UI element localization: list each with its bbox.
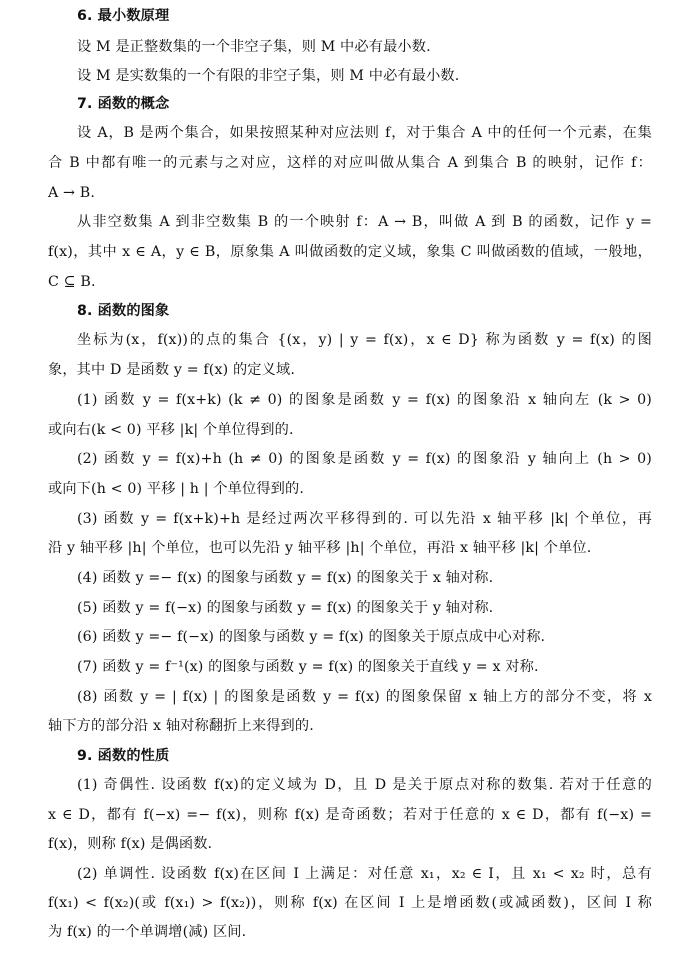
text-line: (2) 单调性. 设函数 f(x)在区间 I 上满足：对任意 x₁，x₂ ∈ I，且 x₁ < x₂ 时，总有 xyxy=(77,866,652,882)
text-line: 合 B 中都有唯一的元素与之对应，这样的对应叫做从集合 A 到集合 B 的映射，记作 f： xyxy=(48,155,652,171)
text-line: 设 M 是实数集的一个有限的非空子集，则 M 中必有最小数. xyxy=(77,68,460,84)
text-line: A → B. xyxy=(48,185,95,201)
text-line: 轴下方的部分沿 x 轴对称翻折上来得到的. xyxy=(48,718,314,734)
text-line: (1) 奇偶性. 设函数 f(x)的定义域为 D，且 D 是关于原点对称的数集. 若对于任意的 xyxy=(77,777,652,793)
text-line: C ⊆ B. xyxy=(48,274,96,290)
text-line: (2) 函数 y = f(x)+h (h ≠ 0) 的图象是函数 y = f(x) 的图象沿 y 轴向上 (h > 0) xyxy=(77,451,652,467)
text-line: 坐标为(x，f(x))的点的集合 {(x，y) | y = f(x)，x ∈ D} 称为函数 y = f(x) 的图 xyxy=(77,332,652,348)
text-line: 或向下(h < 0) 平移 | h | 个单位得到的. xyxy=(48,481,305,497)
text-line: 设 A，B 是两个集合，如果按照某种对应法则 f，对于集合 A 中的任何一个元素，在集 xyxy=(77,125,652,141)
text-line: (7) 函数 y = f⁻¹(x) 的图象与函数 y = f(x) 的图象关于直线 y = x 对称. xyxy=(77,659,539,675)
text-line: f(x₁) < f(x₂)(或 f(x₁) > f(x₂))，则称 f(x) 在区间 I 上是增函数(或减函数)，区间 I 称 xyxy=(48,895,652,911)
text-line: 从非空数集 A 到非空数集 B 的一个映射 f：A → B，叫做 A 到 B 的函数，记作 y = xyxy=(77,214,652,230)
text-line: (5) 函数 y = f(−x) 的图象与函数 y = f(x) 的图象关于 y 轴对称. xyxy=(77,600,494,616)
text-line: (4) 函数 y =− f(x) 的图象与函数 y = f(x) 的图象关于 x 轴对称. xyxy=(77,570,494,586)
text-line: (1) 函数 y = f(x+k) (k ≠ 0) 的图象是函数 y = f(x) 的图象沿 x 轴向左 (k > 0) xyxy=(77,392,652,408)
text-line: f(x)，则称 f(x) 是偶函数. xyxy=(48,836,213,852)
text-line: (6) 函数 y =− f(−x) 的图象与函数 y = f(x) 的图象关于原点成中心对称. xyxy=(77,629,546,645)
text-line: f(x)，其中 x ∈ A，y ∈ B，原象集 A 叫做函数的定义域，象集 C 叫做函数的值域，一般地， xyxy=(48,244,652,260)
text-line: x ∈ D，都有 f(−x) =− f(x)，则称 f(x) 是奇函数；若对于任意的 x ∈ D，都有 f(−x) = xyxy=(48,807,652,823)
section-heading: 6. 最小数原理 xyxy=(77,8,170,24)
section-heading: 8. 函数的图象 xyxy=(77,303,170,319)
section-heading: 9. 函数的性质 xyxy=(77,748,170,764)
section-heading: 7. 函数的概念 xyxy=(77,96,170,112)
text-line: 或向右(k < 0) 平移 |k| 个单位得到的. xyxy=(48,422,294,438)
text-line: (3) 函数 y = f(x+k)+h 是经过两次平移得到的. 可以先沿 x 轴平移 |k| 个单位，再 xyxy=(77,511,652,527)
text-line: 为 f(x) 的一个单调增(减) 区间. xyxy=(48,924,247,940)
text-line: (8) 函数 y = | f(x) | 的图象是函数 y = f(x) 的图象保留 x 轴上方的部分不变，将 x xyxy=(77,689,652,705)
text-line: 沿 y 轴平移 |h| 个单位，也可以先沿 y 轴平移 |h| 个单位，再沿 x 轴平移 |k| 个单位. xyxy=(48,540,592,556)
text-line: 象，其中 D 是函数 y = f(x) 的定义域. xyxy=(48,362,295,378)
text-line: 设 M 是正整数集的一个非空子集，则 M 中必有最小数. xyxy=(77,39,431,55)
